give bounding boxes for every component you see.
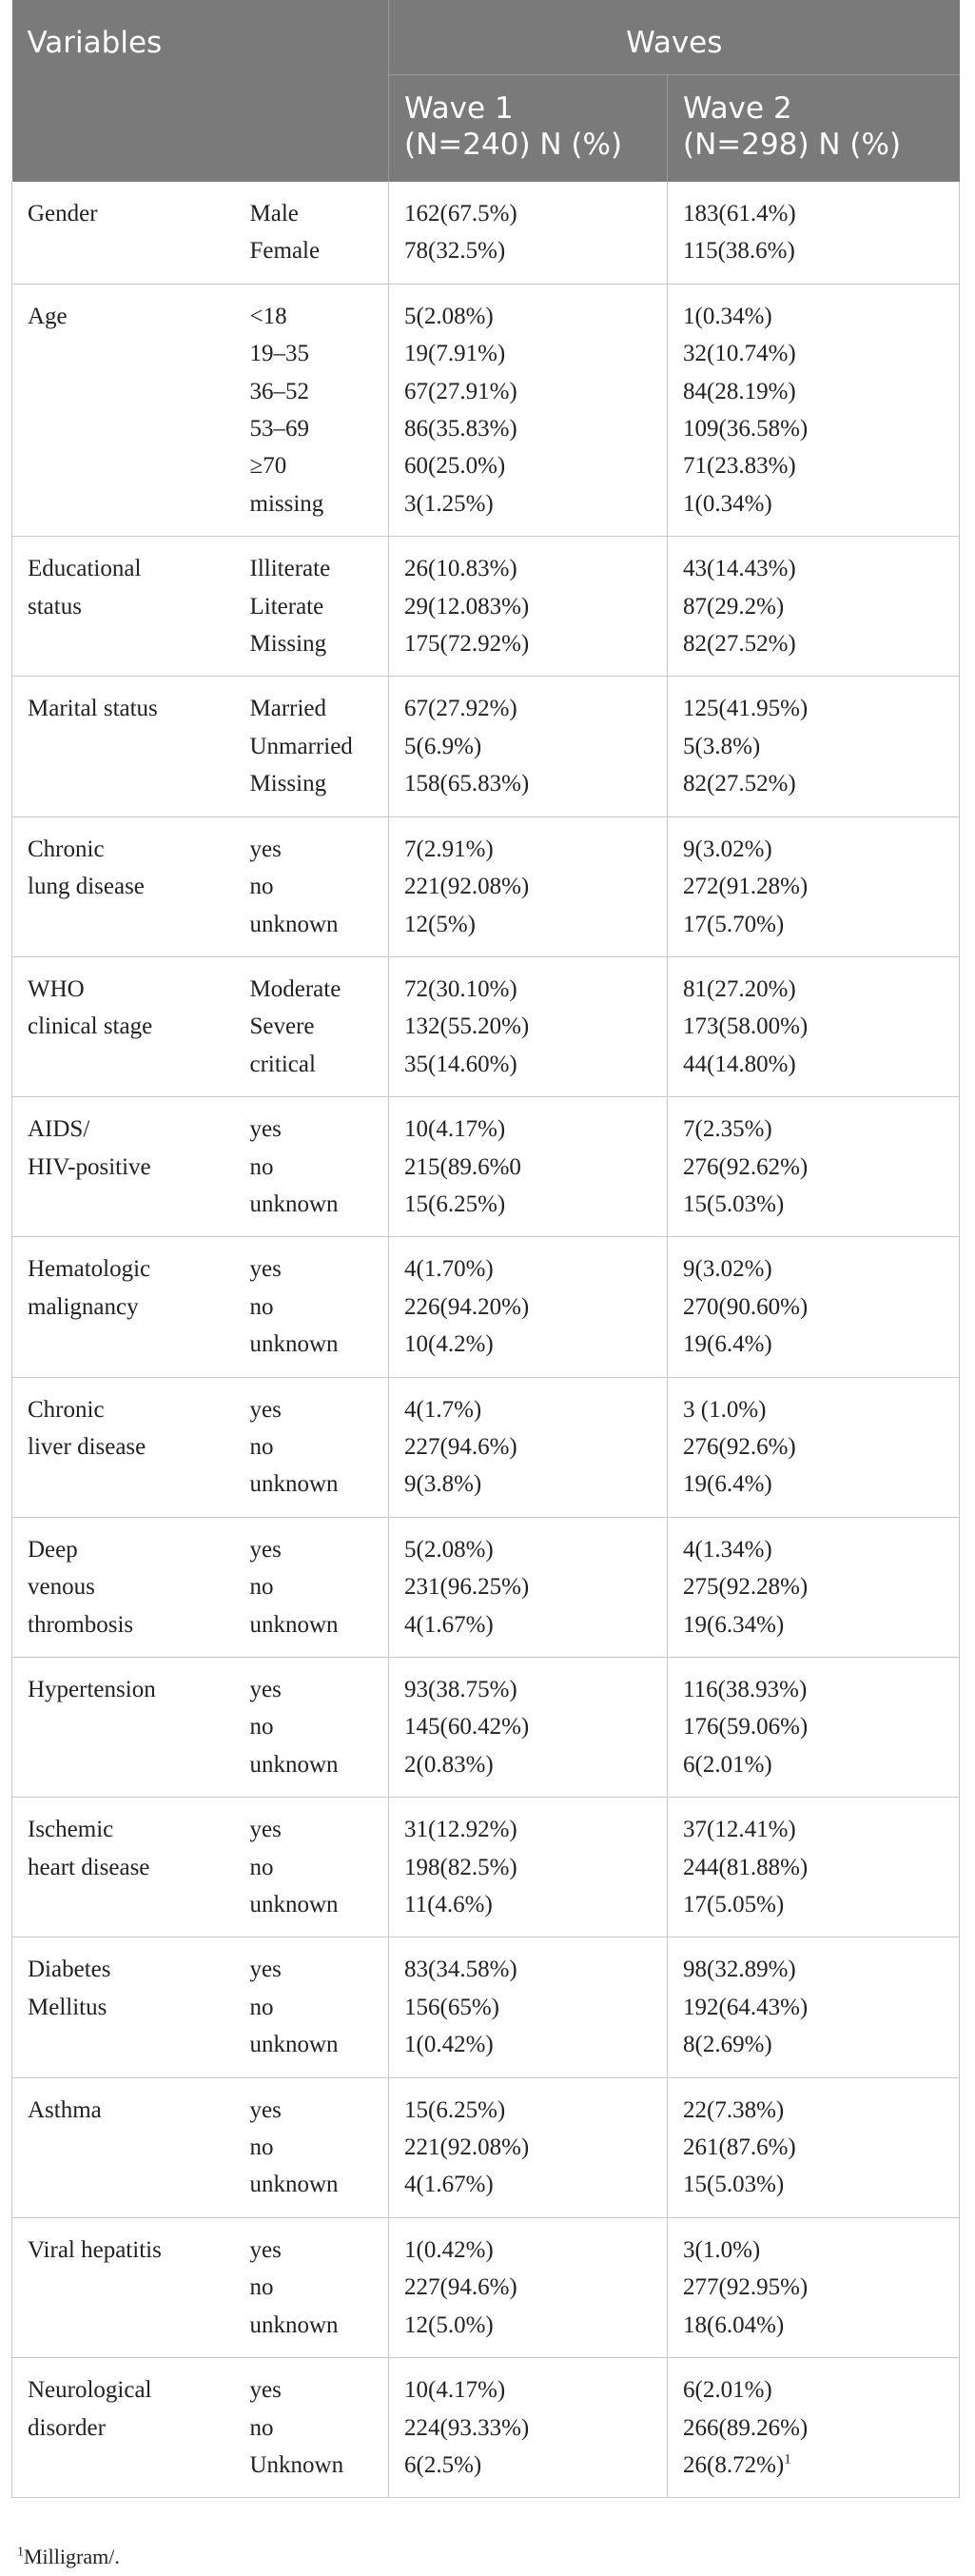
wave-1-value: 6(2.5%) (404, 2451, 482, 2478)
category-line: unknown (249, 1751, 339, 1778)
category-line: Unknown (249, 2451, 344, 2478)
wave-1-value: 7(2.91%) (404, 836, 494, 862)
wave-1-value: 2(0.83%) (404, 1751, 494, 1778)
category-line: no (249, 1433, 274, 1460)
wave-2-value: 32(10.74%) (683, 341, 796, 367)
wave-2-cell (668, 816, 960, 956)
category-cell (235, 816, 389, 956)
category-line: unknown (249, 2172, 339, 2198)
wave-1-value: 4(1.67%) (404, 1611, 494, 1638)
wave-2-value: 4(1.34%) (683, 1536, 772, 1563)
variable-cell (12, 1658, 235, 1798)
wave-2-cell (668, 1937, 960, 2077)
category-line: yes (249, 1677, 282, 1702)
wave-2-value: 84(28.19%) (683, 378, 796, 404)
header-waves: Waves (389, 0, 960, 75)
category-line: no (249, 1153, 274, 1180)
header-variables: Variables (12, 0, 389, 182)
category-line: Female (249, 238, 321, 265)
table-container (11, 0, 959, 2498)
variable-line: status (28, 593, 82, 619)
wave-2-value: 5(3.8%) (683, 733, 761, 759)
category-line: unknown (249, 1190, 339, 1217)
variable-line: Marital status (28, 696, 158, 722)
wave-1-value: 60(25.0%) (404, 453, 506, 480)
wave-2-value: 6(2.01%) (683, 1751, 772, 1778)
wave-1-cell (389, 1377, 668, 1517)
wave-2-value: 9(3.02%) (683, 1256, 772, 1283)
variable-cell (12, 1517, 235, 1657)
wave-2-value: 276(92.6%) (683, 1433, 796, 1460)
wave-2-value: 276(92.62%) (683, 1153, 809, 1180)
category-cell (235, 2077, 389, 2217)
variable-cell (12, 2358, 235, 2498)
variable-line: Diabetes (28, 1957, 111, 1983)
wave-2-value: 261(87.6%) (683, 2134, 796, 2161)
variable-cell (12, 816, 235, 956)
wave-1-value: 29(12.083%) (404, 593, 530, 619)
footnote-marker: 1 (17, 2545, 24, 2560)
header-wave-2 (668, 75, 960, 183)
table-row (12, 1658, 960, 1798)
variable-cell (12, 1937, 235, 2077)
wave-2-value: 1(0.34%) (683, 490, 772, 517)
wave-1-value: 162(67.5%) (404, 201, 517, 226)
wave-1-value: 19(7.91%) (404, 341, 506, 367)
category-line: no (249, 1854, 274, 1880)
wave-2-value: 15(5.03%) (683, 1190, 785, 1217)
wave-1-value: 5(2.08%) (404, 1536, 494, 1563)
wave-2-value: 109(36.58%) (683, 416, 809, 442)
wave-1-cell (389, 1798, 668, 1937)
category-cell (235, 1517, 389, 1657)
variable-cell (12, 2217, 235, 2357)
variable-cell (12, 2077, 235, 2217)
wave-1-value: 221(92.08%) (404, 2134, 530, 2161)
footnote-reference: 1 (784, 2451, 791, 2468)
variable-cell (12, 1097, 235, 1237)
variable-line: AIDS/ (28, 1116, 90, 1143)
table-row (12, 956, 960, 1096)
category-line: no (249, 1714, 274, 1740)
variable-line: Educational (28, 556, 142, 582)
table-row (12, 2217, 960, 2357)
table-row (12, 816, 960, 956)
wave-1-cell (389, 1517, 668, 1657)
wave-1-value: 4(1.70%) (404, 1256, 494, 1283)
category-cell (235, 677, 389, 816)
table-row (12, 2077, 960, 2217)
wave-1-value: 231(96.25%) (404, 1574, 530, 1601)
wave-1-value: 227(94.6%) (404, 1433, 517, 1460)
category-cell (235, 1097, 389, 1237)
wave-1-value: 4(1.67%) (404, 2172, 494, 2198)
category-line: no (249, 2414, 274, 2441)
wave-1-value: 3(1.25%) (404, 490, 494, 517)
wave-2-value: 3(1.0%) (683, 2236, 761, 2263)
wave-1-value: 1(0.42%) (404, 2236, 494, 2263)
table-row (12, 1798, 960, 1937)
variable-line: disorder (28, 2414, 106, 2441)
variable-line: liver disease (28, 1433, 146, 1460)
category-line: unknown (249, 1331, 339, 1358)
variable-line: Gender (28, 201, 98, 226)
wave-1-value: 9(3.8%) (404, 1471, 482, 1498)
category-line: Moderate (249, 975, 341, 1002)
footnote-text: Milligram/. (24, 2545, 120, 2568)
wave-1-value: 93(38.75%) (404, 1677, 517, 1702)
wave-1-value: 224(93.33%) (404, 2414, 530, 2441)
variable-line: WHO (28, 975, 85, 1002)
wave-2-value: 19(6.4%) (683, 1471, 772, 1498)
category-line: Male (249, 201, 299, 226)
wave-2-cell (668, 1377, 960, 1517)
wave-2-value: 270(90.60%) (683, 1293, 809, 1320)
wave-1-cell (389, 956, 668, 1096)
table-row (12, 2358, 960, 2498)
variable-line: Deep (28, 1536, 78, 1563)
wave-1-cell (389, 1658, 668, 1798)
wave-1-value: 15(6.25%) (404, 2096, 506, 2123)
wave-2-value: 244(81.88%) (683, 1854, 809, 1880)
wave-1-value: 11(4.6%) (404, 1892, 493, 1918)
wave-2-value: 22(7.38%) (683, 2096, 785, 2123)
category-line: no (249, 1994, 274, 2020)
category-line: unknown (249, 2032, 339, 2058)
wave-2-value: $26(8.72\%)^1$ (683, 2451, 791, 2478)
category-line: 36–52 (249, 378, 309, 404)
wave-1-value: 156(65%) (404, 1994, 499, 2020)
category-line: unknown (249, 1892, 339, 1918)
variable-line: lung disease (28, 874, 145, 900)
wave-1-cell (389, 1097, 668, 1237)
wave-1-cell (389, 537, 668, 677)
category-cell (235, 2358, 389, 2498)
wave-1-value: 12(5%) (404, 911, 476, 937)
category-cell (235, 1937, 389, 2077)
wave-2-value: 183(61.4%) (683, 201, 796, 226)
wave-1-value: 5(6.9%) (404, 733, 482, 759)
wave-1-cell (389, 182, 668, 284)
category-line: yes (249, 1116, 282, 1143)
wave-2-cell (668, 1517, 960, 1657)
category-line: unknown (249, 911, 339, 937)
category-line: Married (249, 696, 327, 722)
category-line: <18 (249, 303, 287, 329)
category-line: no (249, 2274, 274, 2301)
category-line: yes (249, 836, 282, 862)
wave-2-value: 82(27.52%) (683, 631, 796, 658)
wave-1-value: 226(94.20%) (404, 1293, 530, 1320)
wave-1-cell (389, 2077, 668, 2217)
wave-1-value: 12(5.0%) (404, 2311, 494, 2338)
category-line: 53–69 (249, 416, 309, 442)
wave-1-value: 221(92.08%) (404, 874, 530, 900)
category-line: yes (249, 1256, 282, 1283)
wave-2-value: 8(2.69%) (683, 2032, 772, 2058)
wave-1-title: Wave 1 (404, 91, 514, 126)
wave-2-value: 6(2.01%) (683, 2377, 772, 2404)
wave-2-value: 115(38.6%) (683, 238, 795, 265)
table-row (12, 1377, 960, 1517)
variable-line: venous (28, 1574, 95, 1601)
table-header (12, 0, 960, 182)
wave-1-value: 145(60.42%) (404, 1714, 530, 1740)
wave-1-cell (389, 284, 668, 536)
wave-1-value: 132(55.20%) (404, 1013, 530, 1040)
category-cell (235, 956, 389, 1096)
category-cell (235, 1237, 389, 1377)
wave-2-value: 15(5.03%) (683, 2172, 785, 2198)
category-line: yes (249, 2377, 282, 2404)
footnote (17, 2545, 120, 2569)
header-wave-1 (389, 75, 668, 183)
category-line: yes (249, 2096, 282, 2123)
wave-1-value: 5(2.08%) (404, 303, 494, 329)
category-cell (235, 1798, 389, 1937)
wave-2-value: 71(23.83%) (683, 453, 796, 480)
variable-line: heart disease (28, 1854, 150, 1880)
wave-1-value: 67(27.91%) (404, 378, 517, 404)
variable-line: Neurological (28, 2377, 152, 2404)
wave-2-subtitle: (N=298) N (%) (683, 128, 902, 162)
wave-2-value: 37(12.41%) (683, 1817, 796, 1843)
wave-2-value: 98(32.89%) (683, 1957, 796, 1983)
wave-2-cell (668, 1097, 960, 1237)
variable-line: clinical stage (28, 1013, 153, 1040)
variable-cell (12, 677, 235, 816)
wave-1-cell (389, 2217, 668, 2357)
category-line: yes (249, 1396, 282, 1423)
wave-2-value: 44(14.80%) (683, 1051, 796, 1077)
wave-2-value: 275(92.28%) (683, 1574, 809, 1601)
wave-2-cell (668, 956, 960, 1096)
category-line: yes (249, 1957, 282, 1983)
category-line: 19–35 (249, 341, 309, 367)
category-line: ≥70 (249, 453, 287, 480)
category-line: no (249, 874, 274, 900)
wave-1-value: 67(27.92%) (404, 696, 517, 722)
category-line: Literate (249, 593, 324, 619)
wave-2-value: 116(38.93%) (683, 1677, 808, 1702)
wave-2-value: 18(6.04%) (683, 2311, 785, 2338)
wave-2-value: 17(5.05%) (683, 1892, 785, 1918)
wave-1-value: 26(10.83%) (404, 556, 517, 582)
category-cell (235, 537, 389, 677)
table-row (12, 1517, 960, 1657)
variable-line: malignancy (28, 1293, 139, 1320)
variable-cell (12, 956, 235, 1096)
wave-2-value: 3 (1.0%) (683, 1396, 767, 1423)
wave-1-cell (389, 2358, 668, 2498)
wave-2-value: 19(6.4%) (683, 1331, 772, 1358)
wave-2-value: 17(5.70%) (683, 911, 785, 937)
table-row (12, 1097, 960, 1237)
table-row (12, 537, 960, 677)
table-row (12, 182, 960, 284)
category-line: no (249, 1574, 274, 1601)
category-line: Unmarried (249, 733, 353, 759)
table-row (12, 284, 960, 536)
wave-2-value: 277(92.95%) (683, 2274, 809, 2301)
category-line: yes (249, 2236, 282, 2263)
wave-1-value: 78(32.5%) (404, 238, 506, 265)
wave-1-value: 1(0.42%) (404, 2032, 494, 2058)
table-row (12, 1237, 960, 1377)
wave-1-value: 10(4.2%) (404, 1331, 494, 1358)
wave-2-title: Wave 2 (683, 91, 792, 126)
variable-line: Mellitus (28, 1994, 107, 2020)
category-cell (235, 1377, 389, 1517)
wave-1-cell (389, 816, 668, 956)
wave-1-value: 4(1.7%) (404, 1396, 482, 1423)
wave-2-cell (668, 2217, 960, 2357)
category-line: critical (249, 1051, 316, 1077)
category-line: yes (249, 1817, 282, 1843)
wave-2-cell (668, 1237, 960, 1377)
category-line: unknown (249, 1611, 339, 1638)
variable-line: thrombosis (28, 1611, 134, 1638)
wave-2-value: 192(64.43%) (683, 1994, 809, 2020)
wave-2-cell (668, 537, 960, 677)
wave-1-cell (389, 677, 668, 816)
category-line: unknown (249, 2311, 339, 2338)
wave-2-value: 82(27.52%) (683, 771, 796, 797)
variable-line: Viral hepatitis (28, 2236, 162, 2263)
category-line: no (249, 1293, 274, 1320)
variable-cell (12, 537, 235, 677)
variable-line: Ischemic (28, 1817, 114, 1843)
wave-1-value: 227(94.6%) (404, 2274, 517, 2301)
wave-1-value: 175(72.92%) (404, 631, 530, 658)
category-line: Missing (249, 631, 327, 658)
variable-cell (12, 1237, 235, 1377)
wave-2-value: 173(58.00%) (683, 1013, 809, 1040)
wave-2-value: 87(29.2%) (683, 593, 785, 619)
table-row (12, 1937, 960, 2077)
wave-1-value: 15(6.25%) (404, 1190, 506, 1217)
wave-2-cell (668, 284, 960, 536)
table-body (12, 182, 960, 2498)
variable-line: Chronic (28, 1396, 105, 1423)
wave-2-value: 43(14.43%) (683, 556, 796, 582)
wave-1-cell (389, 1237, 668, 1377)
category-line: unknown (249, 1471, 339, 1498)
wave-2-value: 125(41.95%) (683, 696, 809, 722)
data-table (11, 0, 960, 2498)
variable-cell (12, 182, 235, 284)
category-line: Severe (249, 1013, 315, 1040)
category-cell (235, 1658, 389, 1798)
variable-cell (12, 1377, 235, 1517)
wave-1-value: 158(65.83%) (404, 771, 530, 797)
variable-line: HIV-positive (28, 1153, 151, 1180)
wave-1-value: 31(12.92%) (404, 1817, 517, 1843)
category-cell (235, 182, 389, 284)
wave-1-value: 215(89.6%0 (404, 1153, 521, 1180)
category-line: missing (249, 490, 324, 517)
variable-line: Hypertension (28, 1677, 156, 1702)
wave-2-value: 272(91.28%) (683, 874, 809, 900)
wave-1-subtitle: (N=240) N (%) (404, 128, 623, 162)
wave-1-value: 86(35.83%) (404, 416, 517, 442)
wave-2-cell (668, 1798, 960, 1937)
wave-2-cell (668, 2358, 960, 2498)
variable-line: Asthma (28, 2096, 102, 2123)
category-cell (235, 284, 389, 536)
wave-1-value: 72(30.10%) (404, 975, 517, 1002)
category-line: Illiterate (249, 556, 331, 582)
wave-2-value: 7(2.35%) (683, 1116, 772, 1143)
wave-2-value: 9(3.02%) (683, 836, 772, 862)
wave-1-value: 10(4.17%) (404, 2377, 506, 2404)
wave-1-cell (389, 1937, 668, 2077)
variable-line: Chronic (28, 836, 105, 862)
variable-line: Age (28, 303, 68, 329)
table-row (12, 677, 960, 816)
variable-cell (12, 1798, 235, 1937)
category-line: Missing (249, 771, 327, 797)
wave-1-value: 35(14.60%) (404, 1051, 517, 1077)
category-line: no (249, 2134, 274, 2161)
wave-2-value: 176(59.06%) (683, 1714, 809, 1740)
wave-2-cell (668, 182, 960, 284)
wave-2-value: 266(89.26%) (683, 2414, 809, 2441)
variable-cell (12, 284, 235, 536)
wave-1-value: 198(82.5%) (404, 1854, 517, 1880)
wave-2-cell (668, 677, 960, 816)
wave-2-value: 19(6.34%) (683, 1611, 785, 1638)
category-line: yes (249, 1536, 282, 1563)
wave-1-value: 83(34.58%) (404, 1957, 517, 1983)
wave-2-value: 81(27.20%) (683, 975, 796, 1002)
variable-line: Hematologic (28, 1256, 151, 1283)
category-cell (235, 2217, 389, 2357)
wave-2-cell (668, 2077, 960, 2217)
wave-2-cell (668, 1658, 960, 1798)
wave-2-value: 1(0.34%) (683, 303, 772, 329)
wave-1-value: 10(4.17%) (404, 1116, 506, 1143)
